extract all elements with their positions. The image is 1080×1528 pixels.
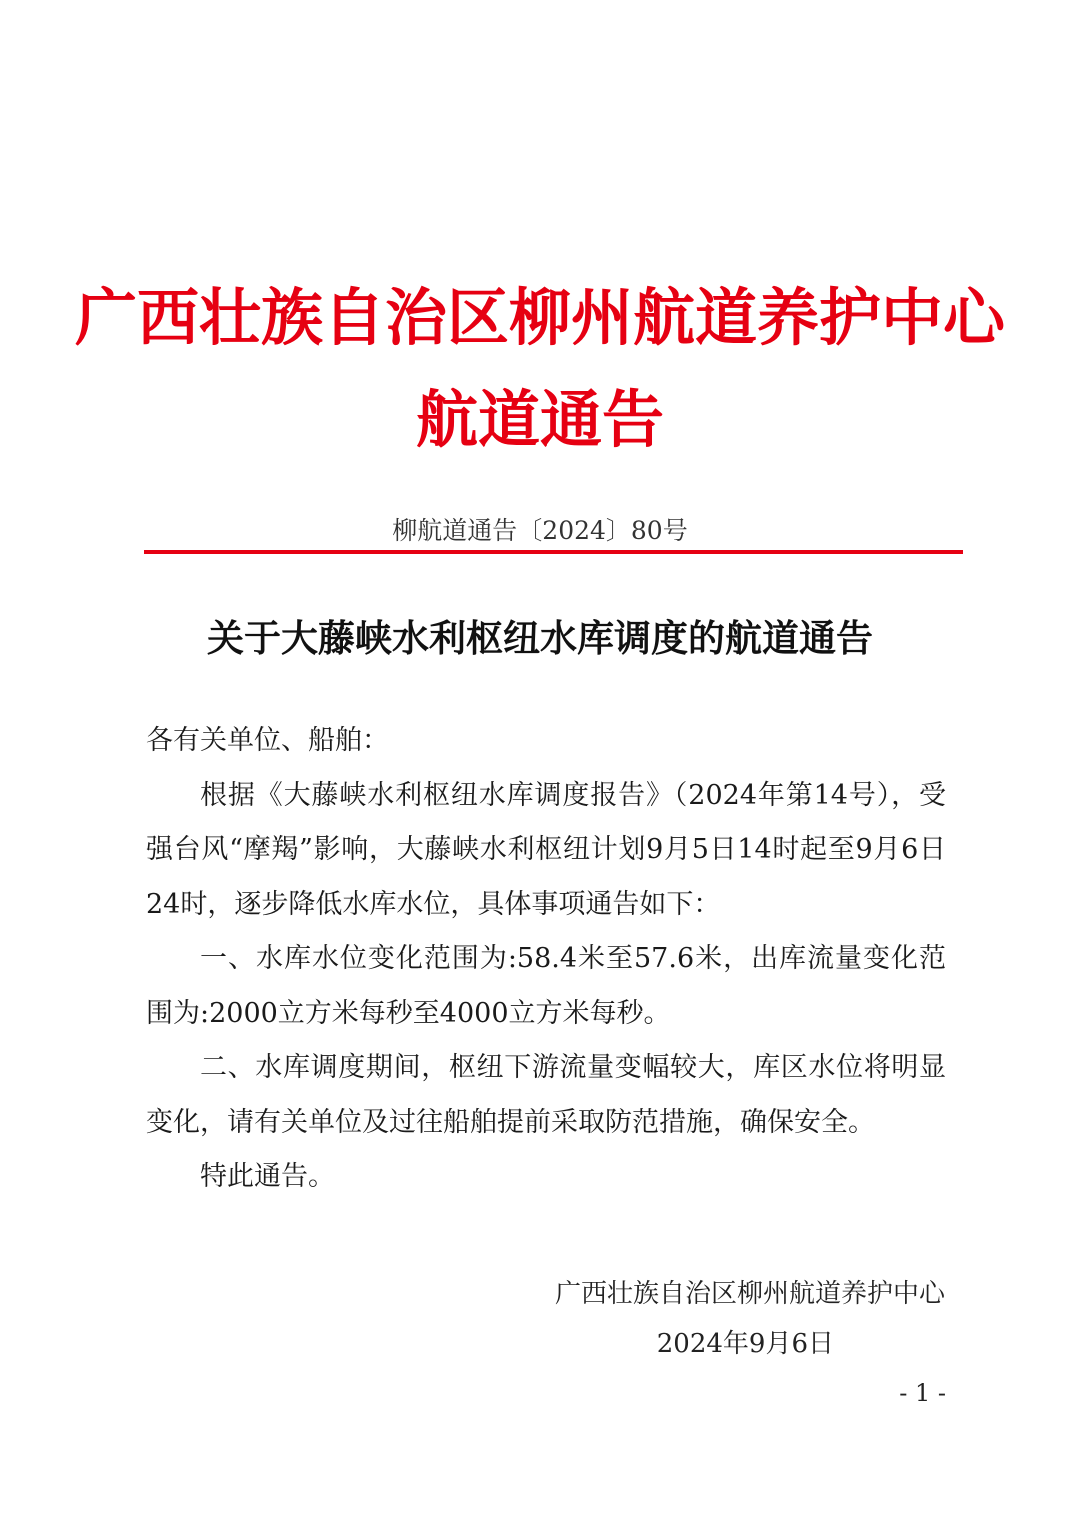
notice-title: 关于大藤峡水利枢纽水库调度的航道通告 — [207, 616, 873, 660]
salutation: 各有关单位、船舶： — [146, 725, 389, 756]
signature-date: 2024年9月6日 — [656, 1329, 834, 1359]
body-paragraph-intro: 根据《大藤峡水利枢纽水库调度报告》（2024年第14号），受强台风“摩羯”影响，大藤峡水利枢纽计划9月5日14时起至9月6日24时，逐步降低水库水位，具体事项通告如下： — [146, 779, 946, 920]
page-number: - 1 - — [899, 1379, 946, 1407]
document-number: 柳航道通告〔2024〕80号 — [392, 516, 688, 545]
body-paragraph-item-2: 二、水库调度期间，枢纽下游流量变幅较大，库区水位将明显变化，请有关单位及过往船舶提前采取防范措施，确保安全。 — [146, 1052, 946, 1138]
notice-body — [146, 714, 946, 1205]
issuing-organization-header: 广西壮族自治区柳州航道养护中心 — [74, 281, 1005, 354]
document-type-header: 航道通告 — [415, 383, 664, 456]
body-paragraph-closing: 特此通告。 — [200, 1161, 335, 1192]
red-header-divider — [144, 550, 963, 554]
body-paragraph-item-1: 一、水库水位变化范围为:58.4米至57.6米，出库流量变化范围为:2000立方米每秒至4000立方米每秒。 — [146, 943, 946, 1029]
signature-organization: 广西壮族自治区柳州航道养护中心 — [554, 1279, 945, 1309]
